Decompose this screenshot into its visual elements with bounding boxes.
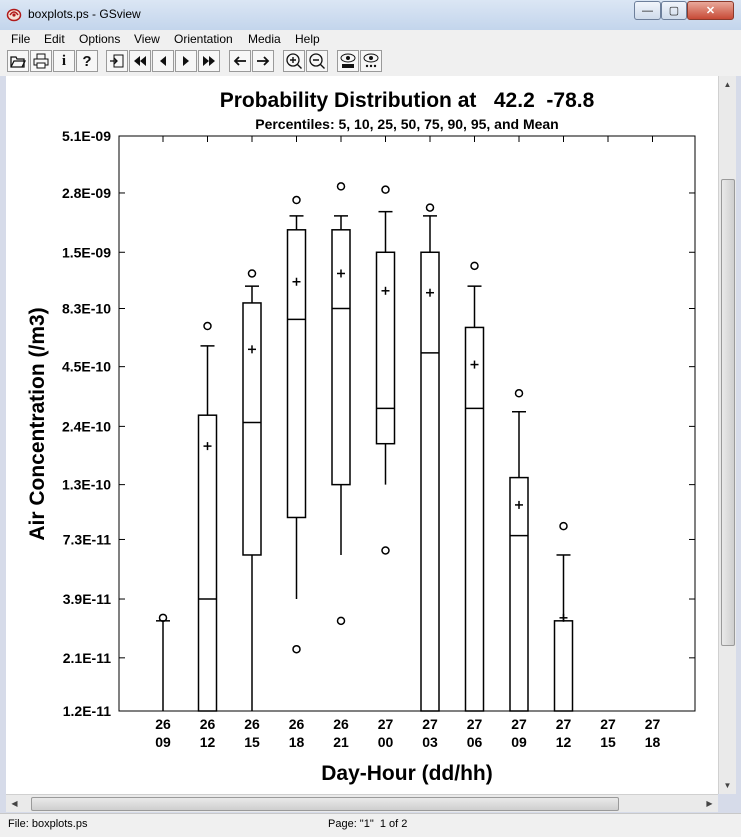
box-iqr	[421, 252, 439, 711]
menu-options[interactable]: Options	[79, 32, 121, 46]
boxplot-series	[156, 183, 573, 711]
x-tick-label-hour: 09	[155, 734, 171, 750]
x-tick-label-hour: 21	[333, 734, 349, 750]
minimize-button[interactable]	[634, 1, 661, 20]
eye-dots-icon	[362, 52, 380, 70]
next-page-icon	[178, 53, 194, 69]
scroll-right-icon[interactable]: ▶	[706, 799, 713, 808]
p95-marker	[427, 204, 434, 211]
y-tick-label: 2.4E-10	[61, 418, 111, 435]
x-tick-label-hour: 06	[466, 734, 483, 750]
prev-page-icon	[155, 53, 171, 69]
x-tick-label-day: 27	[377, 716, 394, 732]
x-tick-label-hour: 18	[644, 734, 661, 750]
maximize-button[interactable]	[661, 1, 687, 20]
p95-marker	[293, 197, 300, 204]
x-tick-label-day: 27	[644, 716, 661, 732]
x-tick-label-day: 27	[600, 716, 616, 732]
x-tick-label-day: 27	[466, 716, 483, 732]
y-tick-label: 1.5E-09	[61, 244, 111, 261]
eye-sec-icon	[339, 52, 357, 70]
gsview-app-icon[interactable]	[6, 6, 22, 22]
menu-file[interactable]: File	[11, 32, 31, 46]
box-group	[199, 323, 217, 711]
x-tick-label-day: 26	[244, 716, 260, 732]
box-group	[156, 614, 170, 711]
x-axis	[155, 136, 660, 750]
info-icon: i	[61, 52, 67, 69]
box-group	[466, 262, 484, 711]
minimize-icon: —	[642, 4, 653, 17]
box-group	[421, 204, 439, 711]
menu-help[interactable]: Help	[295, 32, 320, 46]
menu-media[interactable]: Media	[248, 32, 281, 46]
x-tick-label-day: 27	[555, 716, 572, 732]
y-tick-label: 1.2E-11	[62, 703, 111, 719]
window-title: boxplots.ps - GSview	[28, 7, 141, 21]
first-page-icon	[132, 53, 148, 69]
y-tick-label: 2.1E-11	[62, 649, 111, 666]
x-tick-label-day: 26	[333, 716, 349, 732]
zoom-out-button[interactable]	[306, 50, 328, 72]
box-group	[332, 183, 350, 555]
box-iqr	[555, 621, 573, 711]
print-button[interactable]	[30, 50, 52, 72]
zoom-in-button[interactable]	[283, 50, 305, 72]
scroll-down-icon[interactable]: ▼	[723, 781, 732, 790]
y-tick-label: 4.5E-10	[61, 358, 111, 375]
box-group	[510, 390, 528, 711]
p95-marker	[516, 390, 523, 397]
p95-marker	[204, 323, 211, 330]
p95-marker	[471, 262, 478, 269]
close-button[interactable]	[687, 1, 734, 20]
horizontal-scroll-thumb[interactable]	[31, 797, 619, 811]
print-icon	[33, 53, 49, 69]
x-axis-label: Day-Hour (dd/hh)	[321, 762, 493, 785]
last-page-icon	[201, 53, 217, 69]
x-tick-label-hour: 15	[244, 734, 260, 750]
last-page-button[interactable]	[198, 50, 220, 72]
x-tick-label-day: 26	[288, 716, 305, 732]
box-group	[243, 270, 261, 711]
box-iqr	[377, 252, 395, 443]
forward-icon	[255, 53, 271, 69]
x-tick-label-hour: 00	[377, 734, 394, 750]
help-icon: ?	[82, 52, 92, 70]
first-page-button[interactable]	[129, 50, 151, 72]
status-page: Page: "1" 1 of 2	[328, 818, 408, 830]
box-group	[288, 197, 306, 600]
open-button[interactable]	[7, 50, 29, 72]
y-tick-label: 5.1E-09	[61, 128, 111, 144]
chart-title: Probability Distribution at 42.2 -78.8	[219, 89, 595, 112]
y-tick-label: 2.8E-09	[61, 184, 111, 201]
vertical-scrollbar[interactable]	[718, 76, 736, 794]
low-percentile-marker	[382, 547, 389, 554]
p95-marker	[560, 523, 567, 530]
x-tick-label-hour: 09	[511, 734, 527, 750]
box-iqr	[510, 478, 528, 711]
vertical-scroll-thumb[interactable]	[721, 179, 735, 646]
document-viewport[interactable]	[6, 76, 718, 794]
box-iqr	[199, 415, 217, 711]
x-tick-label-hour: 03	[422, 734, 438, 750]
chart-subtitle: Percentiles: 5, 10, 25, 50, 75, 90, 95, and Mean	[255, 116, 559, 132]
prev-page-button[interactable]	[152, 50, 174, 72]
x-tick-label-hour: 12	[555, 734, 572, 750]
box-iqr	[243, 303, 261, 555]
status-bar	[0, 813, 741, 837]
maximize-icon: ▢	[668, 5, 680, 17]
box-iqr	[332, 230, 350, 485]
box-iqr	[288, 230, 306, 518]
low-percentile-marker	[293, 646, 300, 653]
x-tick-label-day: 26	[199, 716, 216, 732]
zoom-out-icon	[308, 52, 326, 70]
open-icon	[10, 53, 26, 69]
p95-marker	[338, 183, 345, 190]
x-tick-label-day: 27	[422, 716, 438, 732]
x-tick-label-day: 27	[511, 716, 527, 732]
menu-view[interactable]: View	[134, 32, 160, 46]
next-page-button[interactable]	[175, 50, 197, 72]
p95-marker	[249, 270, 256, 277]
menu-bar	[0, 30, 741, 48]
scroll-up-icon[interactable]: ▲	[723, 80, 732, 89]
forward-button[interactable]	[252, 50, 274, 72]
menu-edit[interactable]: Edit	[44, 32, 65, 46]
info-button[interactable]	[53, 50, 75, 72]
low-percentile-marker	[338, 617, 345, 624]
menu-orientation[interactable]: Orientation	[174, 32, 233, 46]
box-group	[377, 186, 395, 484]
y-tick-label: 1.3E-10	[61, 476, 111, 493]
scroll-left-icon[interactable]: ◀	[11, 799, 18, 808]
x-tick-label-day: 26	[155, 716, 171, 732]
y-tick-label: 7.3E-11	[62, 531, 111, 548]
x-tick-label-hour: 15	[600, 734, 616, 750]
goto-page-icon	[109, 53, 125, 69]
y-tick-label: 3.9E-11	[62, 591, 111, 608]
toolbar	[0, 48, 741, 76]
horizontal-scrollbar[interactable]	[6, 794, 718, 812]
boxplot-chart	[6, 76, 718, 794]
help-button[interactable]	[76, 50, 98, 72]
close-icon: ✕	[705, 5, 716, 17]
back-icon	[232, 53, 248, 69]
zoom-in-icon	[285, 52, 303, 70]
x-tick-label-hour: 12	[199, 734, 216, 750]
display-dots-button[interactable]	[360, 50, 382, 72]
status-file: File: boxplots.ps	[8, 818, 88, 830]
y-axis-label: Air Concentration (/m3)	[26, 307, 49, 541]
goto-page-button[interactable]	[106, 50, 128, 72]
box-group	[555, 523, 573, 711]
box-iqr	[466, 327, 484, 711]
p95-marker	[382, 186, 389, 193]
back-button[interactable]	[229, 50, 251, 72]
x-tick-label-hour: 18	[288, 734, 305, 750]
y-tick-label: 8.3E-10	[61, 300, 111, 317]
display-settings-button[interactable]	[337, 50, 359, 72]
title-bar	[0, 0, 741, 31]
